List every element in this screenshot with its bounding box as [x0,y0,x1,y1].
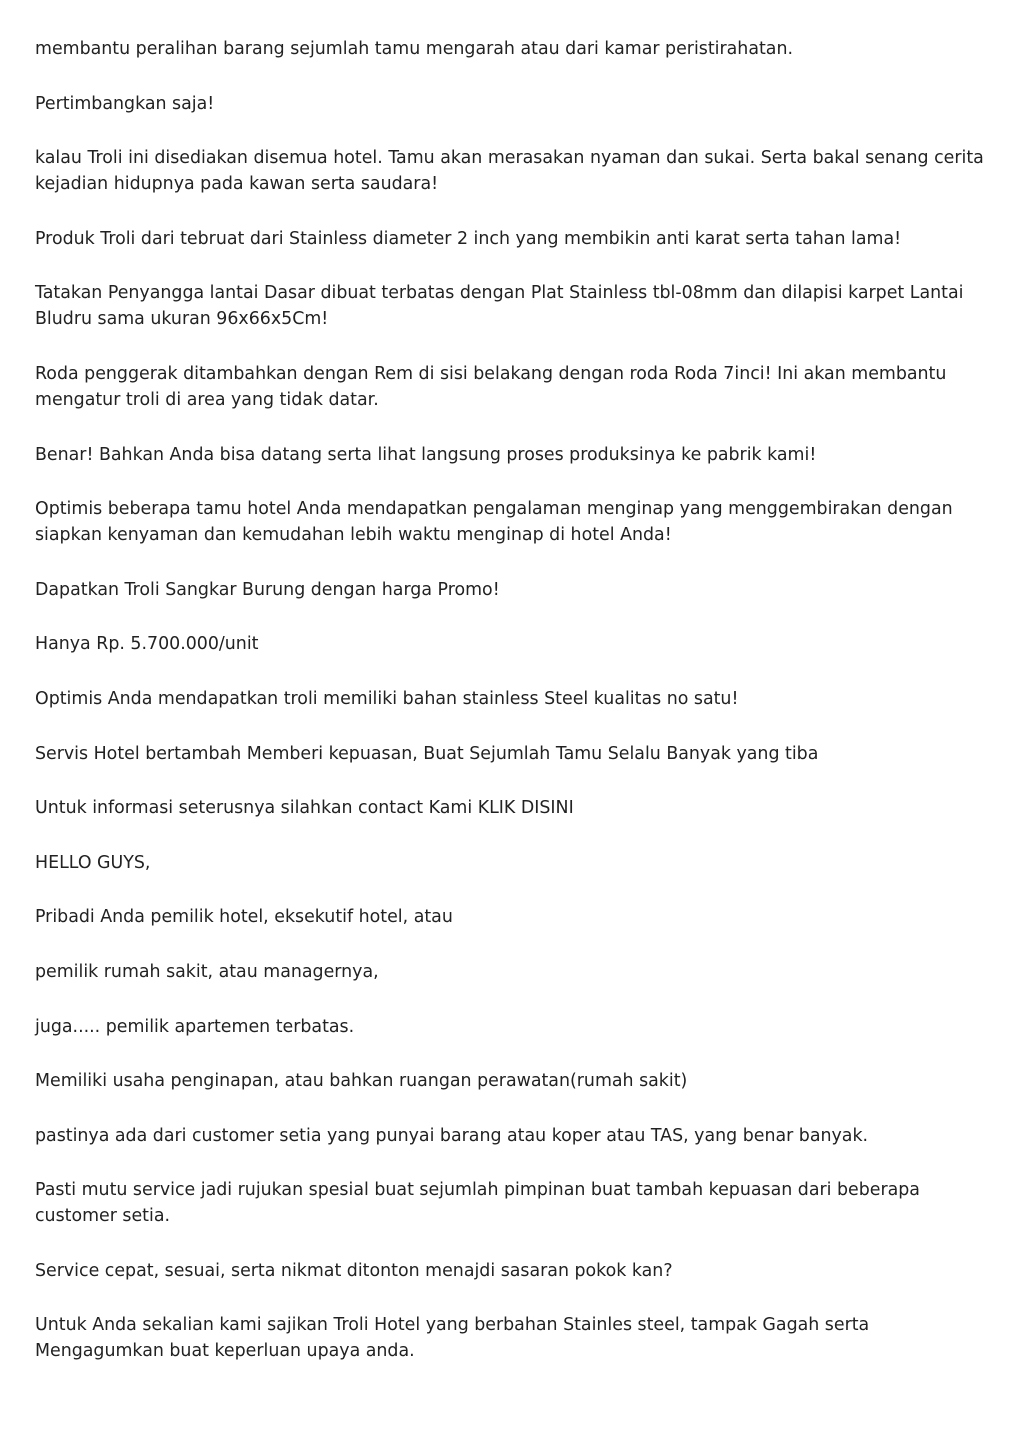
paragraph-6: Roda penggerak ditambahkan dengan Rem di sisi belakang dengan roda Roda 7inci! Ini akan membantu mengatur troli di area yang tidak datar. [35,363,947,410]
paragraph-4: Produk Troli dari tebruat dari Stainless diameter 2 inch yang membikin anti karat serta tahan lama! [35,228,902,249]
paragraph-3: kalau Troli ini disediakan disemua hotel. Tamu akan merasakan nyaman dan sukai. Serta bakal senang cerita kejadian hidupnya pada kawan serta saudara! [35,148,984,195]
paragraph-17: juga..... pemilik apartemen terbatas. [35,1016,355,1037]
paragraph-11: Optimis Anda mendapatkan troli memiliki bahan stainless Steel kualitas no satu! [35,688,739,709]
paragraph-21: Service cepat, sesuai, serta nikmat ditonton menajdi sasaran pokok kan? [35,1260,673,1281]
paragraph-5: Tatakan Penyangga lantai Dasar dibuat terbatas dengan Plat Stainless tbl-08mm dan dilapisi karpet Lantai Bludru sama ukuran 96x66x5Cm! [35,283,964,330]
paragraph-15: Pribadi Anda pemilik hotel, eksekutif hotel, atau [35,907,453,928]
paragraph-1: membantu peralihan barang sejumlah tamu mengarah atau dari kamar peristirahatan. [35,39,793,59]
paragraph-7: Benar! Bahkan Anda bisa datang serta lihat langsung proses produksinya ke pabrik kami! [35,444,817,465]
paragraph-2: Pertimbangkan saja! [35,93,215,114]
price-paragraph: Hanya Rp. 5.700.000/unit [35,634,259,655]
paragraph-9: Dapatkan Troli Sangkar Burung dengan harga Promo! [35,579,500,600]
paragraph-12: Servis Hotel bertambah Memberi kepuasan, Buat Sejumlah Tamu Selalu Banyak yang tiba [35,743,819,764]
paragraph-19: pastinya ada dari customer setia yang punyai barang atau koper atau TAS, yang benar banyak. [35,1125,869,1146]
paragraph-18: Memiliki usaha penginapan, atau bahkan ruangan perawatan(rumah sakit) [35,1071,688,1092]
paragraph-16: pemilik rumah sakit, atau managernya, [35,961,379,982]
paragraph-20: Pasti mutu service jadi rujukan spesial buat sejumlah pimpinan buat tambah kepuasan dari beberapa customer setia. [35,1180,920,1227]
contact-paragraph: Untuk informasi seterusnya silahkan contact Kami KLIK DISINI [35,798,574,819]
paragraph-22: Untuk Anda sekalian kami sajikan Troli Hotel yang berbahan Stainles steel, tampak Gagah serta Mengagumkan buat keperluan upaya anda. [35,1315,870,1362]
paragraph-8: Optimis beberapa tamu hotel Anda mendapatkan pengalaman menginap yang menggembirakan dengan siapkan kenyaman dan kemudahan lebih waktu menginap di hotel Anda! [35,499,953,546]
document-body [35,36,990,1393]
greeting-paragraph: HELLO GUYS, [35,852,151,873]
